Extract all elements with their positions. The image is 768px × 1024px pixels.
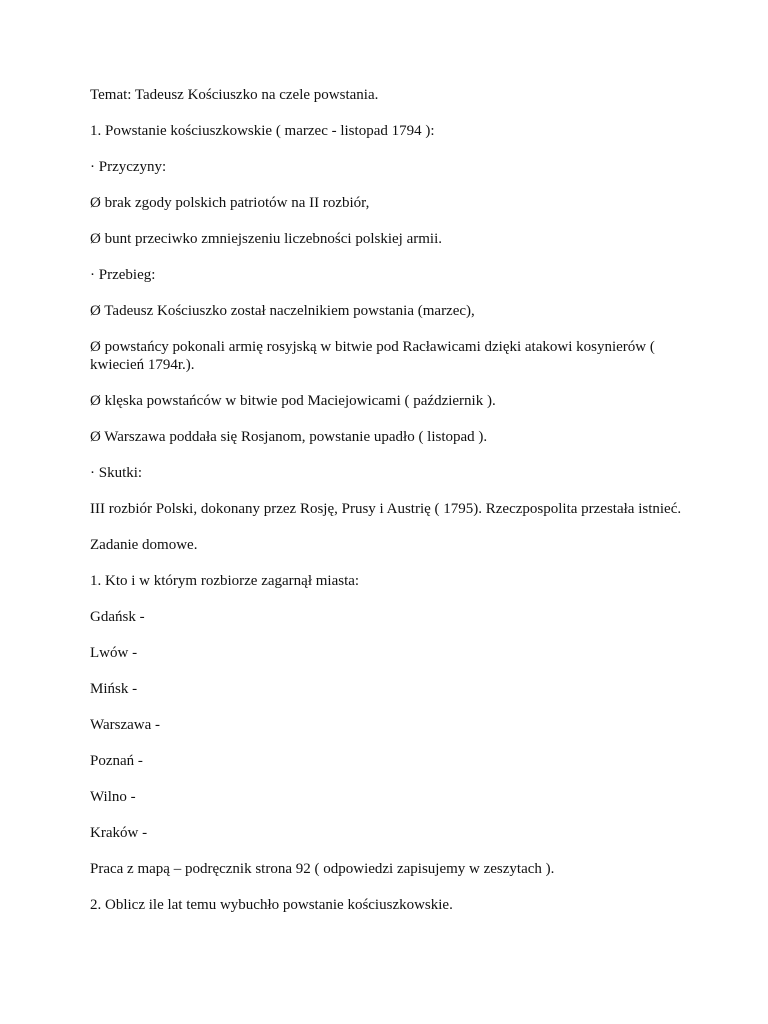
section-heading-uprising: 1. Powstanie kościuszkowskie ( marzec - listopad 1794 ): bbox=[90, 123, 435, 139]
cause-item: Ø brak zgody polskich patriotów na II rozbiór, bbox=[90, 195, 370, 211]
homework-question-1: 1. Kto i w którym rozbiorze zagarnął miasta: bbox=[90, 573, 360, 589]
city-answer-line: Kraków - bbox=[90, 825, 148, 841]
course-item: Ø klęska powstańców w bitwie pod Maciejowicami ( październik ). bbox=[90, 393, 496, 409]
city-answer-line: Gdańsk - bbox=[90, 609, 145, 625]
subheading-causes: · Przyczyny: bbox=[90, 159, 167, 175]
course-item: Ø powstańcy pokonali armię rosyjską w bitwie pod Racławicami dzięki atakowi kosynierów ( kwiecień 1794r.). bbox=[90, 339, 659, 373]
course-item: Ø Tadeusz Kościuszko został naczelnikiem powstania (marzec), bbox=[90, 303, 475, 319]
subheading-effects: · Skutki: bbox=[90, 465, 143, 481]
course-item: Ø Warszawa poddała się Rosjanom, powstanie upadło ( listopad ). bbox=[90, 429, 488, 445]
map-work-instruction: Praca z mapą – podręcznik strona 92 ( odpowiedzi zapisujemy w zeszytach ). bbox=[90, 861, 555, 877]
homework-heading: Zadanie domowe. bbox=[90, 537, 198, 553]
city-answer-line: Warszawa - bbox=[90, 717, 160, 733]
homework-question-2: 2. Oblicz ile lat temu wybuchło powstanie kościuszkowskie. bbox=[90, 897, 453, 913]
city-answer-line: Poznań - bbox=[90, 753, 143, 769]
city-answer-line: Lwów - bbox=[90, 645, 138, 661]
lesson-topic: Temat: Tadeusz Kościuszko na czele powstania. bbox=[90, 87, 379, 103]
effects-text: III rozbiór Polski, dokonany przez Rosję, Prusy i Austrię ( 1795). Rzeczpospolita przestała istnieć. bbox=[90, 501, 682, 517]
subheading-course: · Przebieg: bbox=[90, 267, 156, 283]
document-body bbox=[90, 86, 690, 932]
cause-item: Ø bunt przeciwko zmniejszeniu liczebności polskiej armii. bbox=[90, 231, 442, 247]
city-answer-line: Wilno - bbox=[90, 789, 136, 805]
city-answer-line: Mińsk - bbox=[90, 681, 138, 697]
